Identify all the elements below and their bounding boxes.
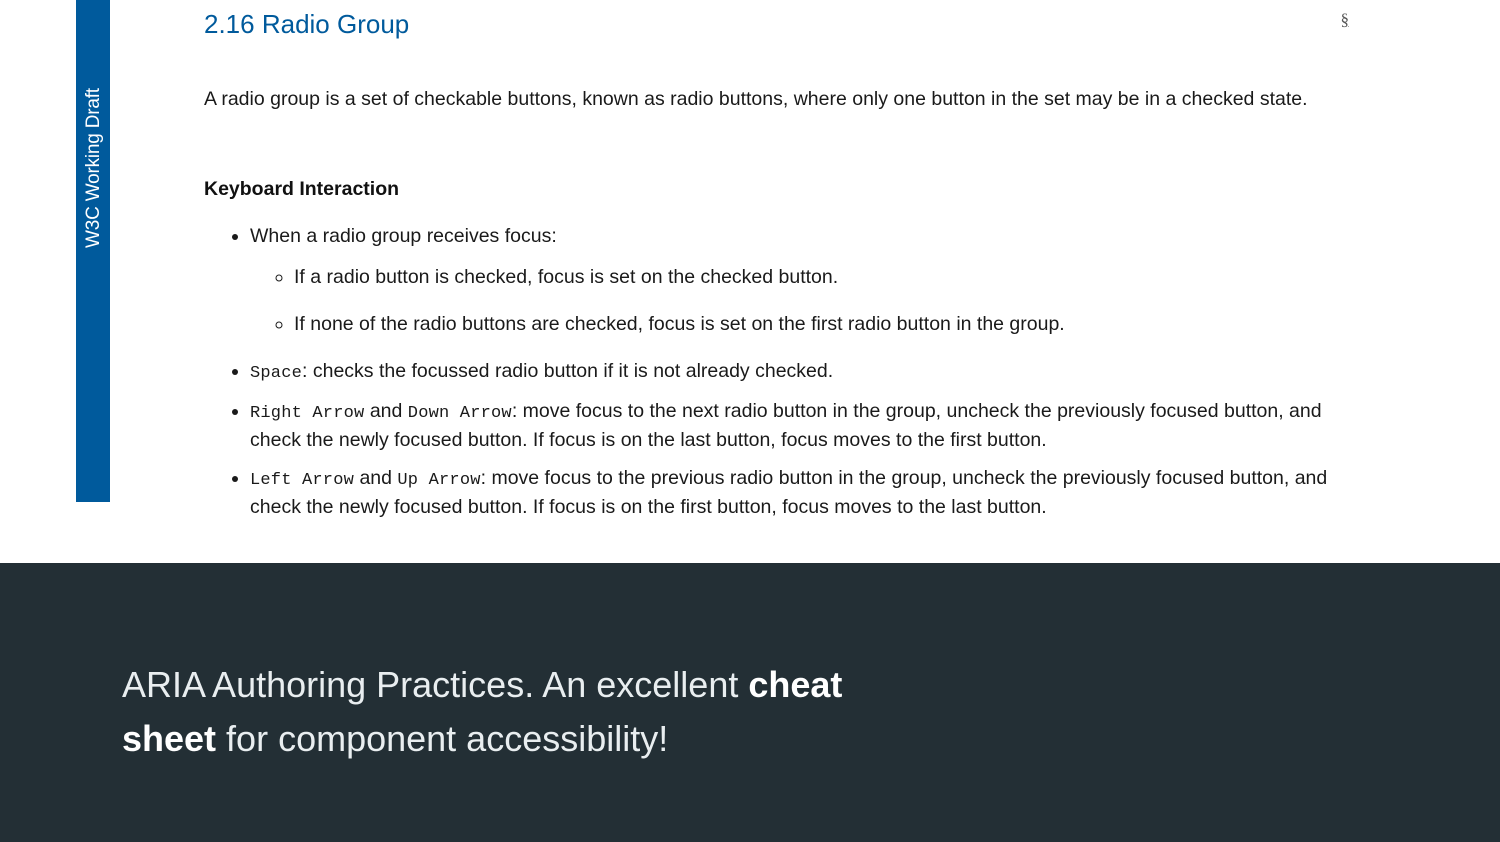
key-join-text: and	[354, 467, 398, 489]
list-item	[250, 398, 1349, 454]
section-intro-paragraph: A radio group is a set of checkable buttons, known as radio buttons, where only one button in the set may be in a checked state.	[204, 88, 1308, 110]
section-permalink-icon[interactable]: §	[1340, 10, 1349, 29]
keyboard-interaction-list	[204, 223, 1349, 521]
list-item	[294, 311, 1349, 338]
key-join-text: and	[364, 400, 408, 422]
keyboard-interaction-heading: Keyboard Interaction	[204, 178, 400, 200]
list-item-text: : move focus to the previous radio button in the group, uncheck the previously focused button, and check the newly focused button. If focus is on the first button, focus moves to the last button.	[250, 467, 1328, 518]
list-item-text: If a radio button is checked, focus is set on the checked button.	[294, 266, 839, 288]
list-item-text: : checks the focussed radio button if it is not already checked.	[302, 360, 834, 382]
caption-emphasis-1: cheat	[748, 664, 843, 705]
key-label: Down Arrow	[407, 404, 512, 423]
key-label: Left Arrow	[250, 471, 355, 490]
section-heading: 2.16 Radio Group	[204, 9, 410, 39]
list-item-text: : move focus to the next radio button in the group, uncheck the previously focused button, and check the newly focused button. If focus is on the last button, focus moves to the first button.	[250, 400, 1322, 451]
key-label: Right Arrow	[250, 404, 365, 423]
caption-tail-text: for component accessibility!	[216, 718, 669, 759]
key-label: Up Arrow	[397, 471, 481, 490]
w3c-status-banner	[76, 0, 110, 502]
w3c-status-banner-label: W3C Working Draft	[83, 88, 104, 248]
list-item	[250, 358, 1349, 387]
list-item	[294, 264, 1349, 291]
caption-lead-text: ARIA Authoring Practices. An excellent	[122, 664, 749, 705]
list-item-text: When a radio group receives focus:	[250, 225, 557, 247]
caption	[122, 658, 1322, 766]
document-content	[204, 0, 1349, 532]
nested-list	[250, 264, 1349, 338]
key-label: Space	[250, 364, 303, 383]
list-item	[250, 223, 1349, 338]
list-item	[250, 465, 1349, 521]
list-item-text: If none of the radio buttons are checked, focus is set on the first radio button in the group.	[294, 313, 1065, 335]
caption-emphasis-2: sheet	[122, 718, 217, 759]
caption-bar	[0, 563, 1500, 842]
